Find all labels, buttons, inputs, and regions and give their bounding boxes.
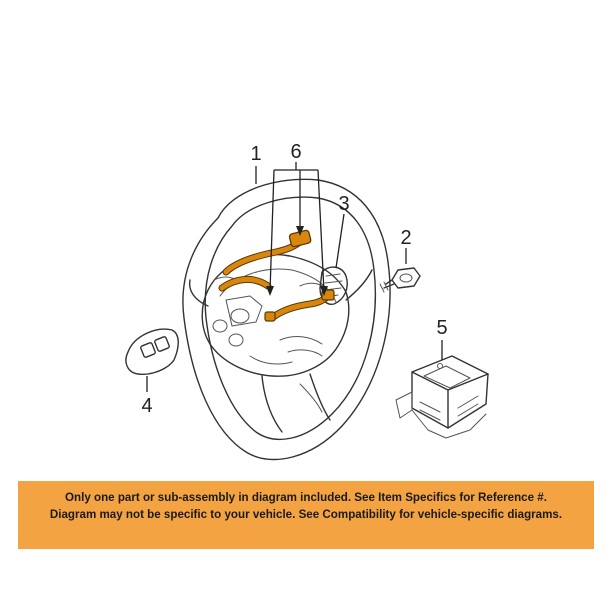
disclaimer-line-2: Diagram may not be specific to your vehicle. See Compatibility for vehicle-specific diagrams. bbox=[49, 508, 563, 521]
steering-wheel bbox=[183, 179, 390, 459]
callout-2: 2 bbox=[400, 227, 412, 249]
callout-6: 6 bbox=[290, 141, 302, 163]
disclaimer-banner bbox=[18, 481, 594, 549]
disclaimer-line-1: Only one part or sub-assembly in diagram included. See Item Specifics for Reference #. bbox=[65, 491, 547, 504]
bolt-part bbox=[380, 268, 420, 292]
control-module bbox=[396, 356, 488, 438]
callout-4: 4 bbox=[141, 395, 153, 417]
callout-1: 1 bbox=[250, 143, 262, 165]
wiring-harness-highlighted bbox=[222, 230, 334, 321]
callout-3: 3 bbox=[338, 193, 350, 215]
callout-5: 5 bbox=[436, 317, 448, 339]
switch-module-left bbox=[126, 329, 178, 374]
